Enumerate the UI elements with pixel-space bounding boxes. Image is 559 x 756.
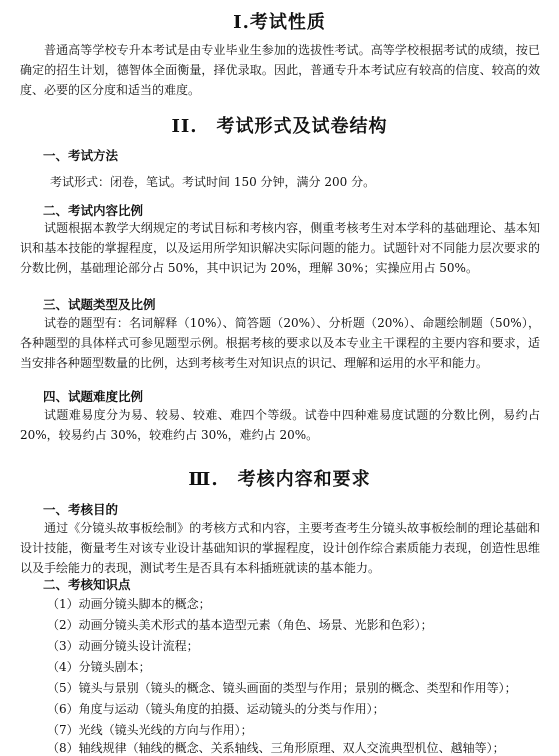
exam-method-text: 考试形式：闭卷，笔试。考试时间 150 分钟，满分 200 分。 <box>50 175 376 189</box>
list-item: （8）轴线规律（轴线的概念、关系轴线、三角形原理、双人交流典型机位、越轴等）； <box>47 741 505 755</box>
section2-title: II. 考试形式及试卷结构 <box>171 116 388 137</box>
difficulty-text: 试题难易度分为易、较易、较难、难四个等级。试卷中四种难易度试题的分数比例，易约占 20%，较易约占 30%，较难约占 30%，难约占 20%。 <box>20 408 540 442</box>
list-item: （6）角度与运动（镜头角度的拍摄、运动镜头的分类与作用）； <box>47 702 385 716</box>
list-item: （2）动画分镜头美术形式的基本造型元素（角色、场景、光影和色彩）； <box>47 618 433 632</box>
difficulty-heading: 四、试题难度比例 <box>43 389 144 404</box>
list-item: （3）动画分镜头设计流程； <box>47 639 199 653</box>
list-item: （7）光线（镜头光线的方向与作用）； <box>47 723 253 737</box>
knowledge-points-heading: 二、考核知识点 <box>43 577 131 592</box>
section1-title: Ⅰ.考试性质 <box>233 12 326 33</box>
content-ratio-heading: 二、考试内容比例 <box>43 203 144 218</box>
content-ratio-text: 试题根据本教学大纲规定的考试目标和考核内容，侧重考核考生对本学科的基础理论、基本知识和基本技能的掌握程度，以及运用所学知识解决实际问题的能力。试题针对不同能力层次要求的分数比例，基础理论部分占 50%，其中识记为 20%，理解 30%；实操应用占 50%。 <box>20 221 540 275</box>
section1-paragraph: 普通高等学校专升本考试是由专业毕业生参加的选拔性考试。高等学校根据考试的成绩，按已确定的招生计划，德智体全面衡量，择优录取。因此，普通专升本考试应有较高的信度、较高的效度、必要的区分度和适当的难度。 <box>20 43 540 97</box>
question-types-heading: 三、试题类型及比例 <box>43 297 156 312</box>
list-item: （5）镜头与景别（镜头的概念、镜头画面的类型与作用；景别的概念、类型和作用等）； <box>47 681 517 695</box>
assessment-purpose-heading: 一、考核目的 <box>43 502 119 517</box>
assessment-purpose-text: 通过《分镜头故事板绘制》的考核方式和内容，主要考查考生分镜头故事板绘制的理论基础和设计技能，衡量考生对该专业设计基础知识的掌握程度，设计创作综合素质能力表现，创造性思维以及手绘能力的表现，测试考生是否具有本科插班就读的基本能力。 <box>20 521 540 575</box>
list-item: （4）分镜头剧本； <box>47 660 151 674</box>
section3-title: Ⅲ. 考核内容和要求 <box>188 469 371 490</box>
list-item: （1）动画分镜头脚本的概念； <box>47 597 211 611</box>
exam-method-heading: 一、考试方法 <box>43 148 119 163</box>
question-types-text: 试卷的题型有：名词解释（10%）、简答题（20%）、分析题（20%）、命题绘制题（50%），各种题型的具体样式可参见题型示例。根据考核的要求以及本专业主干课程的主要内容和要求，适当安排各种题型数量的比例，达到考核考生对知识点的识记、理解和运用的水平和能力。 <box>20 316 540 370</box>
